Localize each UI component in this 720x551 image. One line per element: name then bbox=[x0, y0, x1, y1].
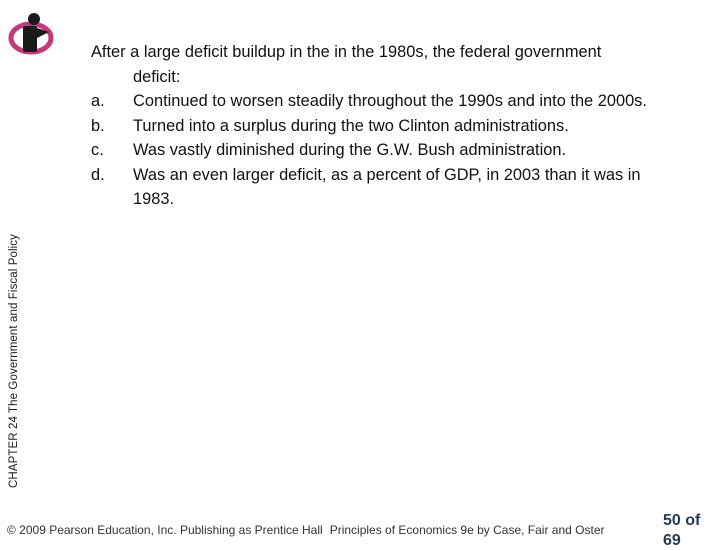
chapter-side-label: CHAPTER 24 The Government and Fiscal Policy bbox=[8, 234, 20, 488]
slide-footer bbox=[7, 523, 604, 537]
option-a bbox=[91, 89, 651, 114]
option-letter: c. bbox=[91, 141, 104, 159]
page-number: 50 of 69 bbox=[663, 512, 701, 549]
person-info-icon bbox=[7, 12, 59, 56]
option-c bbox=[91, 138, 651, 163]
question-stem: After a large deficit buildup in the in the 1980s, the federal government deficit: bbox=[91, 43, 602, 86]
copyright-text: © 2009 Pearson Education, Inc. Publishing as Prentice Hall bbox=[7, 523, 323, 537]
option-letter: d. bbox=[91, 165, 105, 184]
question-block bbox=[91, 40, 651, 212]
option-letter: b. bbox=[91, 116, 105, 135]
option-text: Turned into a surplus during the two Clinton administrations. bbox=[133, 116, 569, 135]
option-letter: a. bbox=[91, 92, 105, 110]
option-d bbox=[91, 163, 651, 212]
option-text: Was an even larger deficit, as a percent of GDP, in 2003 than it was in 1983. bbox=[133, 165, 641, 208]
book-title-text: Principles of Economics 9e by Case, Fair and Oster bbox=[329, 523, 605, 537]
option-text: Was vastly diminished during the G.W. Bush administration. bbox=[133, 141, 567, 159]
option-b bbox=[91, 114, 651, 139]
option-text: Continued to worsen steadily throughout the 1990s and into the 2000s. bbox=[133, 92, 647, 110]
